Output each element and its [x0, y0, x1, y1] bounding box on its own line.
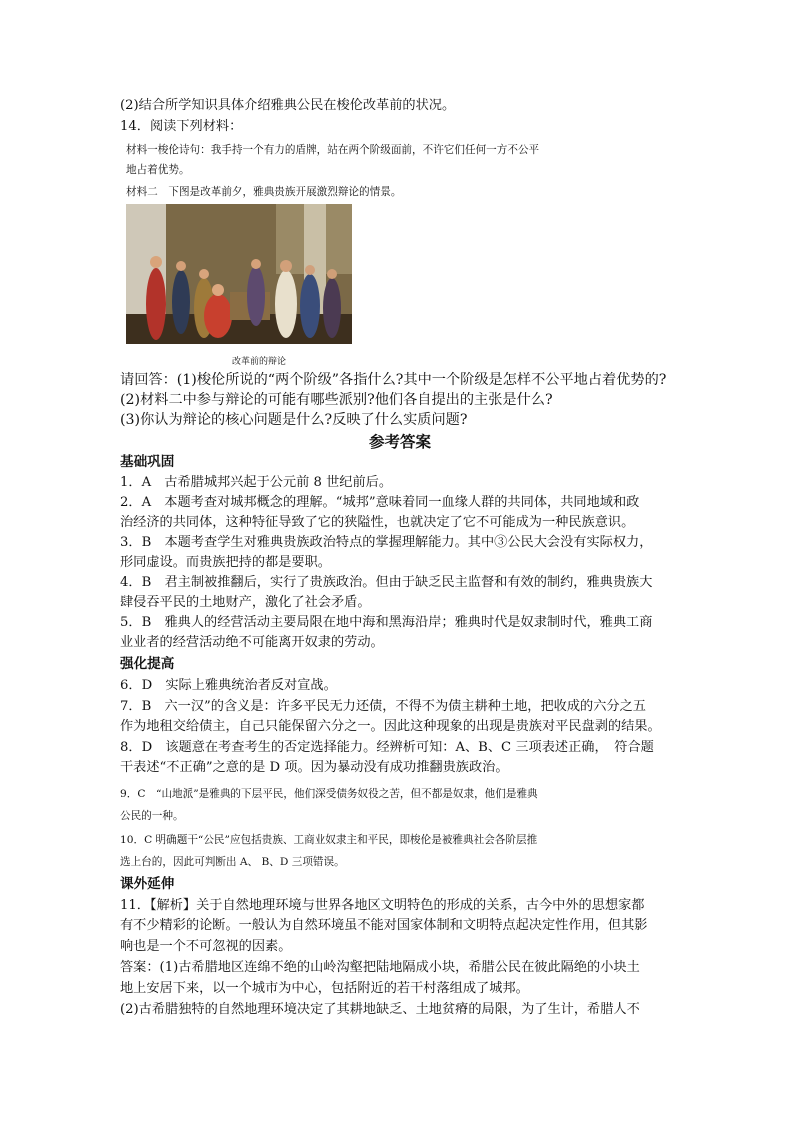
answer-line: 形同虚设。而贵族把持的都是要职。 — [120, 555, 331, 570]
answer-line: 响也是一个不可忽视的因素。 — [120, 939, 292, 954]
section-extension: 课外延伸 — [120, 876, 175, 892]
answer-line: 11．【解析】关于自然地理环境与世界各地区文明特色的形成的关系，古今中外的思想家都 — [120, 898, 645, 913]
answer-line: 业业者的经营活动绝不可能离开奴隶的劳动。 — [120, 635, 384, 650]
answer-line: 4．B 君主制被推翻后，实行了贵族政治。但由于缺乏民主监督和有效的制约，雅典贵族大 — [120, 575, 653, 590]
question-14-part-1: 请回答：(1)梭伦所说的“两个阶级”各指什么?其中一个阶级是怎样不公平地占着优势的? — [120, 372, 667, 388]
answer-line: 肆侵吞平民的土地财产，激化了社会矛盾。 — [120, 595, 371, 610]
answer-line: 地上安居下来，以一个城市为中心，包括附近的若干村落组成了城邦。 — [120, 981, 529, 996]
answer-line: 10．C 明确题干“公民”应包括贵族、工商业奴隶主和平民，即梭伦是被雅典社会各阶层推 — [120, 834, 538, 846]
answer-line: 公民的一种。 — [120, 810, 184, 822]
answer-line: 3．B 本题考查学生对雅典贵族政治特点的掌握理解能力。其中③公民大会没有实际权力， — [120, 535, 653, 550]
material-1-line-1: 材料一梭伦诗句：我手持一个有力的盾牌，站在两个阶级面前，不许它们任何一方不公平 — [126, 144, 540, 156]
question-14-part-3: (3)你认为辩论的核心问题是什么?反映了什么实质问题? — [120, 412, 468, 428]
answer-line: 1．A 古希腊城邦兴起于公元前 8 世纪前后。 — [120, 475, 393, 490]
answer-line: 8．D 该题意在考查考生的否定选择能力。经辨析可知：A、B、C 三项表述正确， 符合题 — [120, 740, 654, 755]
material-1-line-2: 地占着优势。 — [126, 164, 190, 176]
answer-line: 干表述“不正确”之意的是 D 项。因为暴动没有成功推翻贵族政治。 — [120, 760, 509, 775]
material-2-intro: 材料二 下图是改革前夕，雅典贵族开展激烈辩论的情景。 — [126, 186, 402, 198]
figure-caption: 改革前的辩论 — [232, 357, 287, 367]
answer-line: 有不少精彩的论断。一般认为自然环境虽不能对国家体制和文明特点起决定性作用，但其影 — [120, 918, 648, 933]
answer-line: 2．A 本题考查对城邦概念的理解。“城邦”意味着同一血缘人群的共同体，共同地域和政 — [120, 495, 640, 510]
section-advanced: 强化提高 — [120, 656, 175, 672]
answer-line: 选上台的，因此可判断出 A、 B、D 三项错误。 — [120, 856, 345, 868]
answers-title: 参考答案 — [368, 433, 431, 451]
question-13-part-2: (2)结合所学知识具体介绍雅典公民在梭伦改革前的状况。 — [120, 98, 456, 113]
answer-line: 治经济的共同体，这种特征导致了它的狭隘性，也就决定了它不可能成为一种民族意识。 — [120, 515, 635, 530]
question-14-heading: 14．阅读下列材料： — [120, 119, 243, 134]
answer-line: 7．B 六一汉”的含义是：许多平民无力还债，不得不为债主耕种土地，把收成的六分之五 — [120, 699, 646, 714]
section-basic: 基础巩固 — [120, 454, 175, 470]
answer-line: 作为地租交给债主，自己只能保留六分之一。因此这种现象的出现是贵族对平民盘剥的结果。 — [120, 719, 661, 734]
answer-line: (2)古希腊独特的自然地理环境决定了其耕地缺乏、土地贫瘠的局限，为了生计，希腊人不 — [120, 1002, 640, 1017]
question-14-part-2: (2)材料二中参与辩论的可能有哪些派别?他们各自提出的主张是什么? — [120, 392, 553, 408]
answer-line: 9．C “山地派”是雅典的下层平民，他们深受债务奴役之苦，但不都是奴隶，他们是雅典 — [120, 788, 538, 800]
answer-line: 5．B 雅典人的经营活动主要局限在地中海和黑海沿岸；雅典时代是奴隶制时代，雅典工商 — [120, 615, 653, 630]
debate-painting — [126, 204, 352, 344]
answer-line: 6．D 实际上雅典统治者反对宣战。 — [120, 678, 337, 693]
answer-line: 答案：(1)古希腊地区连绵不绝的山岭沟壑把陆地隔成小块，希腊公民在彼此隔绝的小块土 — [120, 960, 640, 975]
